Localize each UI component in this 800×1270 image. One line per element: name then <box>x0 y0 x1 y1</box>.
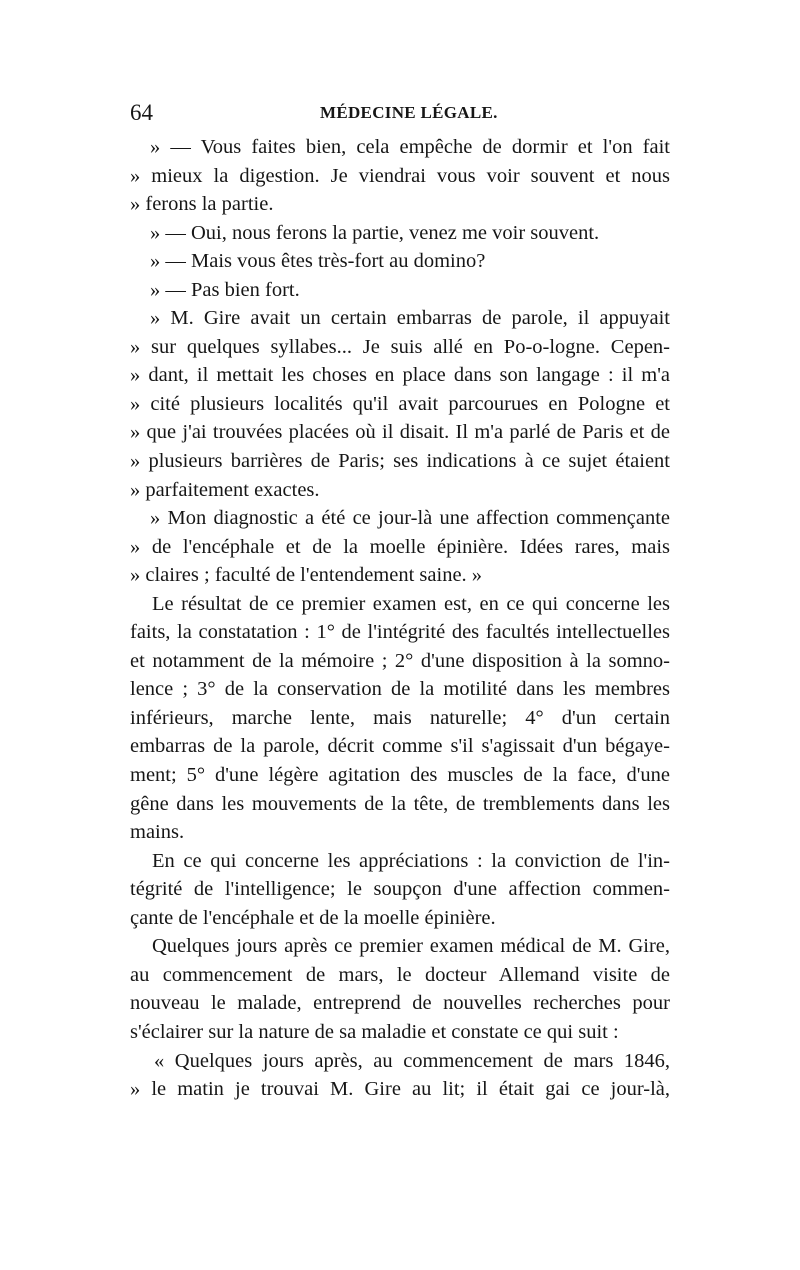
body-text <box>130 133 670 1104</box>
text-line: embarras de la parole, décrit comme s'il s'agissait d'un bégaye- <box>130 735 670 758</box>
text-line: » Mon diagnostic a été ce jour-là une affection commençante <box>150 507 670 530</box>
text-line: » le matin je trouvai M. Gire au lit; il était gai ce jour-là, <box>130 1078 670 1101</box>
text-line: et notamment de la mémoire ; 2° d'une disposition à la somno- <box>130 649 670 672</box>
text-line: » claires ; faculté de l'entendement saine. » <box>130 564 483 587</box>
text-line: » plusieurs barrières de Paris; ses indications à ce sujet étaient <box>130 450 670 473</box>
text-line: » ferons la partie. <box>130 193 274 216</box>
page-header <box>130 98 670 128</box>
text-line: » M. Gire avait un certain embarras de parole, il appuyait <box>150 307 670 330</box>
text-line: çante de l'encéphale et de la moelle épinière. <box>130 906 496 929</box>
text-line: En ce qui concerne les appréciations : la conviction de l'in- <box>152 849 670 872</box>
text-line: » sur quelques syllabes... Je suis allé en Po-o-logne. Cepen- <box>130 335 670 358</box>
text-line: » cité plusieurs localités qu'il avait parcourues en Pologne et <box>130 392 670 415</box>
text-line: » parfaitement exactes. <box>130 478 320 501</box>
text-line: » mieux la digestion. Je viendrai vous voir souvent et nous <box>130 164 670 187</box>
text-line: « Quelques jours après, au commencement de mars 1846, <box>154 1049 670 1072</box>
text-line: » de l'encéphale et de la moelle épinière. Idées rares, mais <box>130 535 670 558</box>
text-line: » — Vous faites bien, cela empêche de dormir et l'on fait <box>150 136 670 158</box>
text-line: » — Pas bien fort. <box>150 278 300 301</box>
running-title: MÉDECINE LÉGALE. <box>320 103 498 122</box>
text-line: » — Mais vous êtes très-fort au domino? <box>150 250 486 273</box>
text-line: Quelques jours après ce premier examen médical de M. Gire, <box>152 935 670 958</box>
text-line: » que j'ai trouvées placées où il disait. Il m'a parlé de Paris et de <box>130 421 670 444</box>
page-number: 64 <box>130 100 153 125</box>
text-line: gêne dans les mouvements de la tête, de tremblements dans les <box>130 792 670 815</box>
text-line: nouveau le malade, entreprend de nouvelles recherches pour <box>130 992 670 1015</box>
text-line: Le résultat de ce premier examen est, en ce qui concerne les <box>152 592 670 615</box>
text-line: ment; 5° d'une légère agitation des muscles de la face, d'une <box>130 764 670 787</box>
text-line: lence ; 3° de la conservation de la motilité dans les membres <box>130 678 670 701</box>
text-line: » dant, il mettait les choses en place dans son langage : il m'a <box>130 364 670 387</box>
text-line: s'éclairer sur la nature de sa maladie et constate ce qui suit : <box>130 1020 619 1043</box>
text-line: tégrité de l'intelligence; le soupçon d'une affection commen- <box>130 878 670 901</box>
text-line: inférieurs, marche lente, mais naturelle; 4° d'un certain <box>130 706 670 729</box>
text-line: faits, la constatation : 1° de l'intégrité des facultés intellectuelles <box>130 621 670 644</box>
text-line: mains. <box>130 821 185 844</box>
text-line: » — Oui, nous ferons la partie, venez me voir souvent. <box>150 221 600 244</box>
text-line: au commencement de mars, le docteur Allemand visite de <box>130 963 670 986</box>
